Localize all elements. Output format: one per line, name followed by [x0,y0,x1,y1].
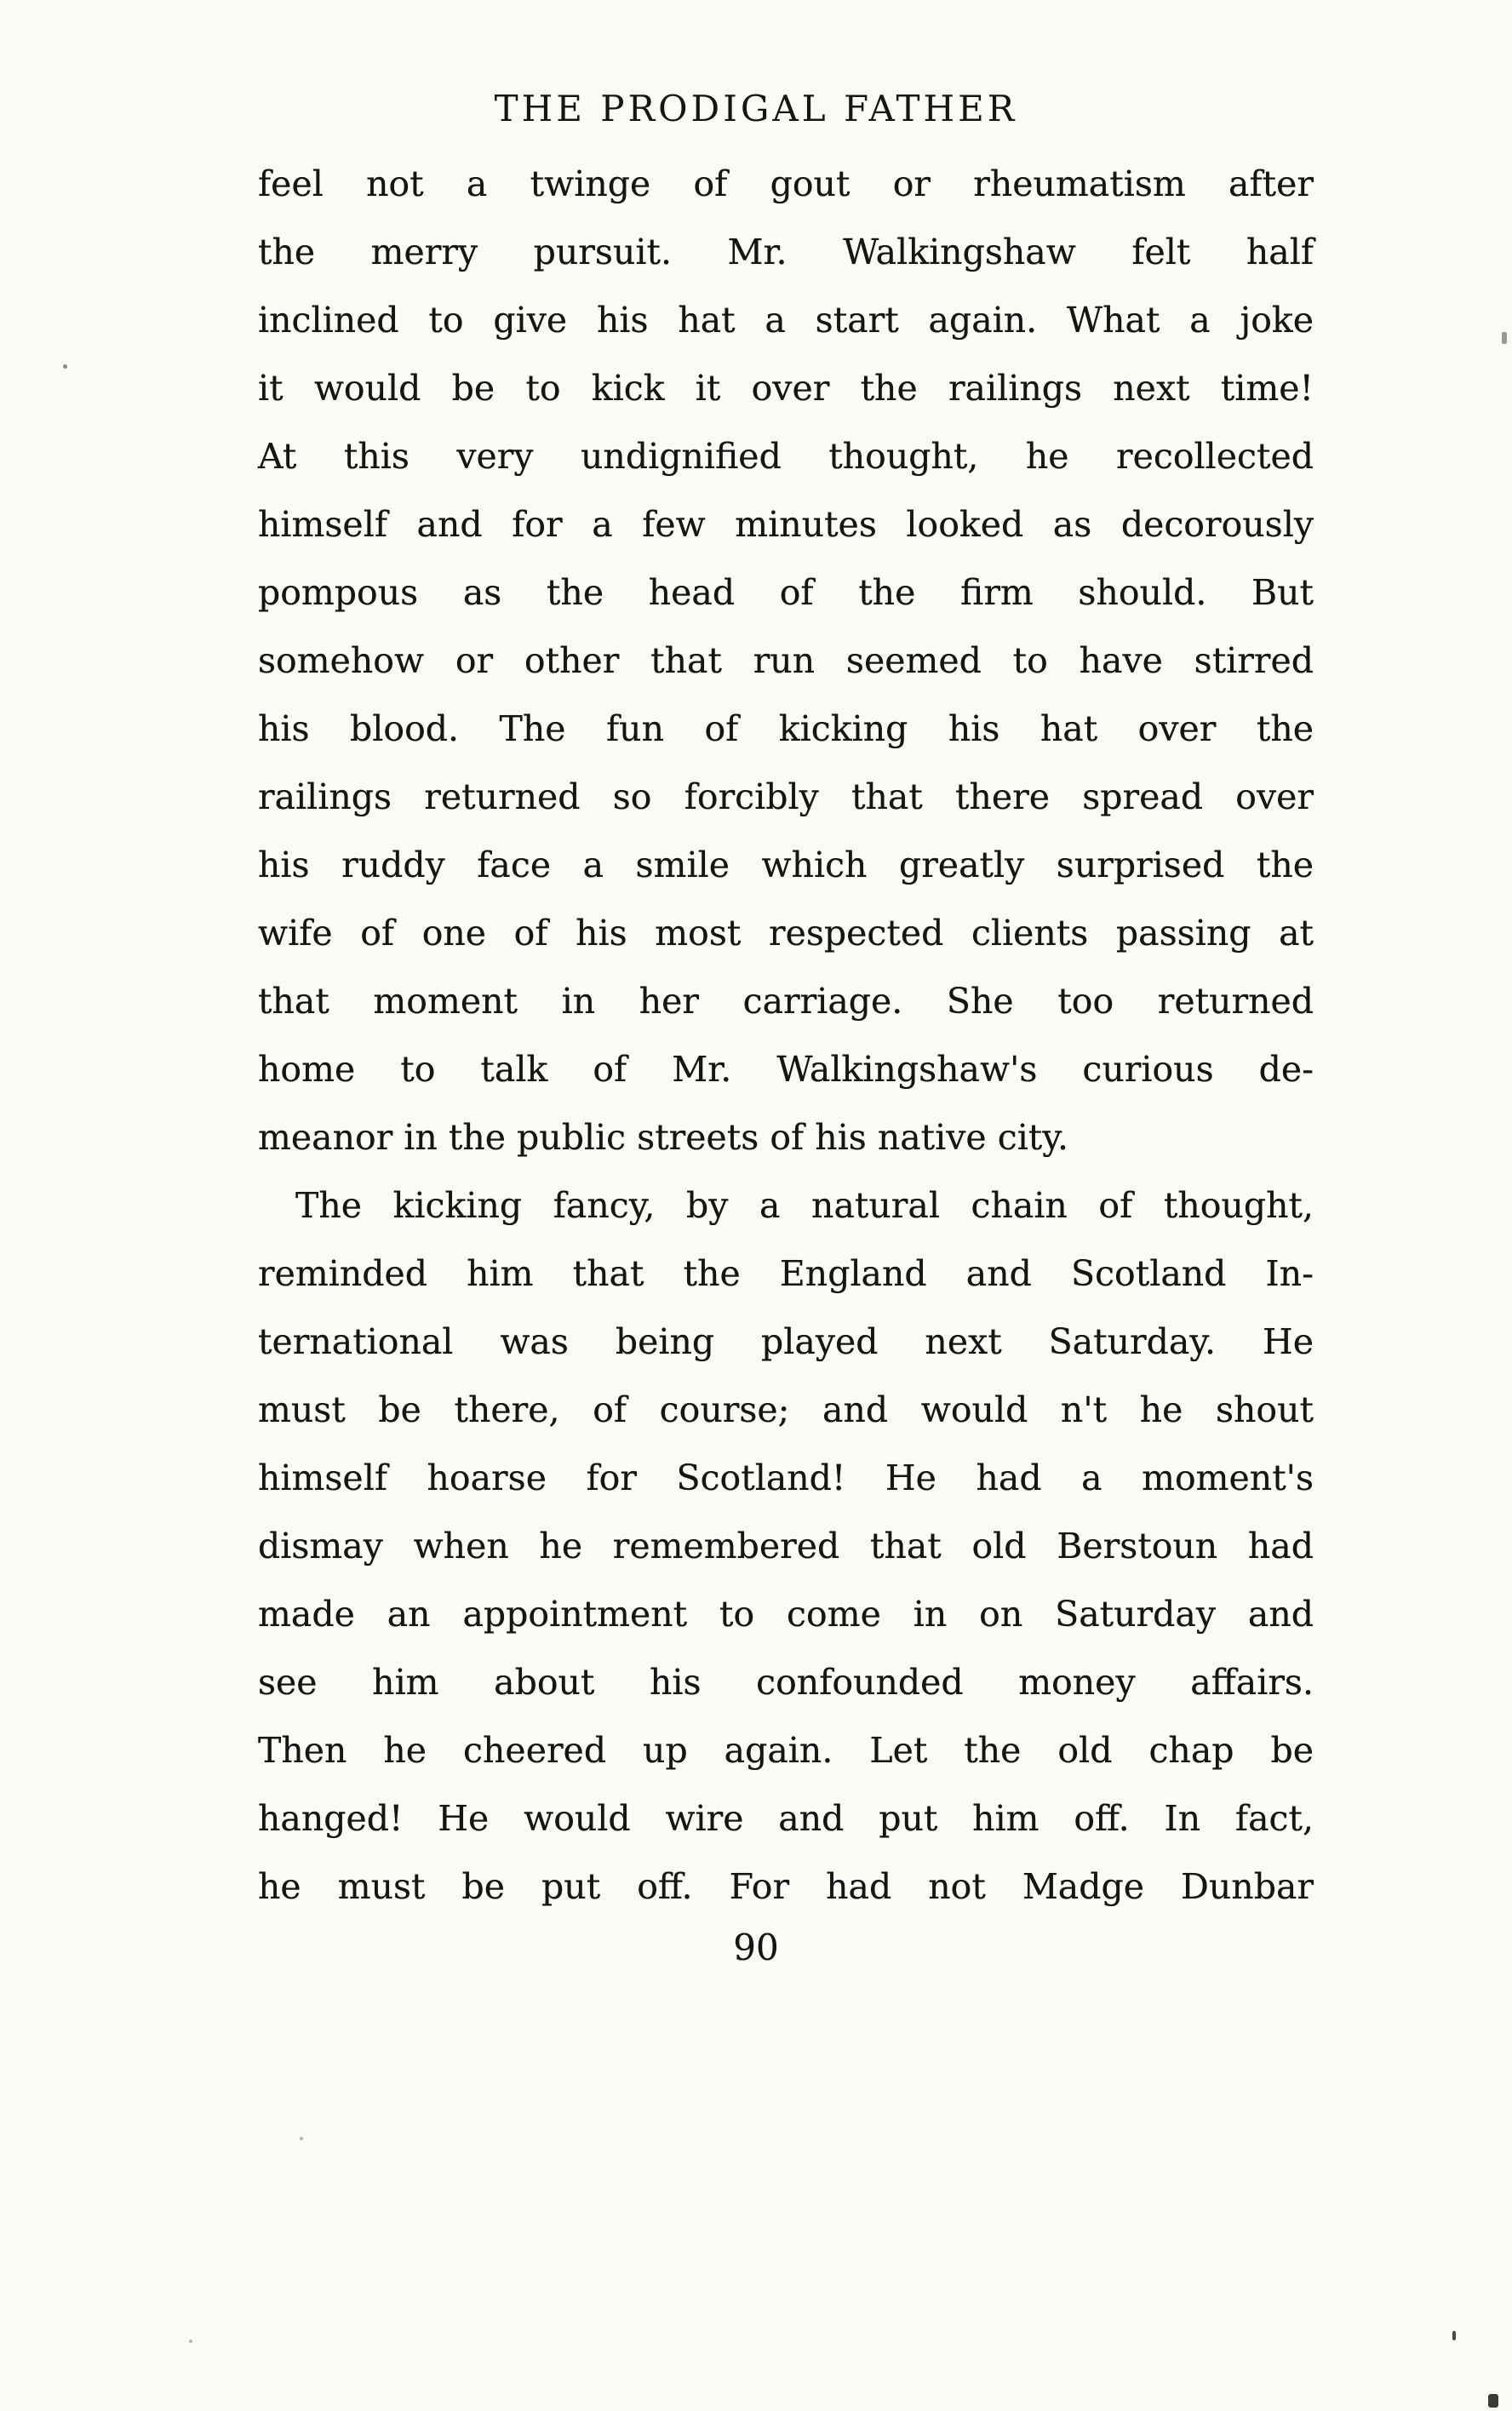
running-header: THE PRODIGAL FATHER [494,88,1018,129]
text-line: pompous as the head of the firm should. But [258,572,1314,613]
text-line: himself and for a few minutes looked as decorously [258,504,1314,545]
text-line: railings returned so forcibly that there spread over [258,776,1314,817]
page-number: 90 [733,1927,779,1968]
text-line: Then he cheered up again. Let the old chap be [258,1730,1314,1771]
text-line: the merry pursuit. Mr. Walkingshaw felt half [258,232,1314,272]
scan-artifact [1502,332,1507,344]
text-block [258,150,1314,1921]
text-line: see him about his confounded money affairs. [258,1662,1314,1703]
scan-artifact [1452,2331,1456,2340]
text-line: The kicking fancy, by a natural chain of thought, [295,1185,1314,1226]
text-line: wife of one of his most respected clients passing at [258,913,1314,954]
text-line: it would be to kick it over the railings next time! [258,368,1314,409]
text-line: meanor in the public streets of his native city. [258,1117,1069,1158]
text-line: himself hoarse for Scotland! He had a moment's [258,1457,1314,1498]
scan-artifact [63,364,67,369]
text-line: At this very undignified thought, he recollected [258,436,1314,477]
text-line: reminded him that the England and Scotland In- [258,1253,1314,1294]
text-line: inclined to give his hat a start again. What a joke [258,300,1314,341]
text-line: his blood. The fun of kicking his hat over the [258,708,1314,749]
scan-artifact [300,2137,303,2140]
scan-artifact [1488,2394,1498,2408]
text-line: made an appointment to come in on Saturday and [258,1594,1314,1635]
text-line: home to talk of Mr. Walkingshaw's curious de- [258,1049,1314,1090]
scan-artifact [189,2339,192,2343]
text-line: must be there, of course; and would n't he shout [258,1389,1314,1430]
text-line: dismay when he remembered that old Berstoun had [258,1526,1314,1566]
text-line: somehow or other that run seemed to have stirred [258,640,1314,681]
text-line: his ruddy face a smile which greatly surprised the [258,845,1314,885]
text-line: that moment in her carriage. She too returned [258,981,1314,1022]
text-line: ternational was being played next Saturday. He [258,1321,1314,1362]
text-line: hanged! He would wire and put him off. In fact, [258,1798,1314,1839]
text-line: he must be put off. For had not Madge Dunbar [258,1866,1314,1907]
text-line: feel not a twinge of gout or rheumatism after [258,163,1314,204]
